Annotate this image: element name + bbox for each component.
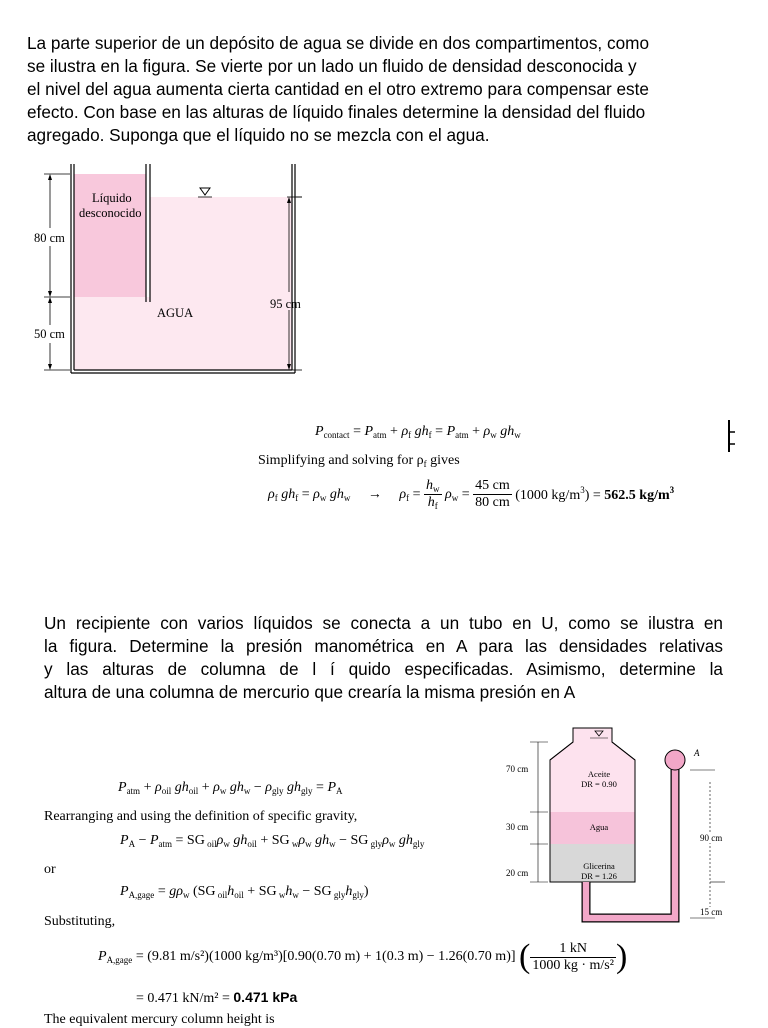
- problem-2-line: la figura. Determine la presión manométrica en A para las densidades relativas: [44, 636, 723, 656]
- problem-2-line: altura de una columna de mercurio que crearía la misma presión en A: [44, 682, 576, 702]
- gage-pressure-result: = 0.471 kN/m² = 0.471 kPa: [136, 989, 298, 1006]
- glycerin-label-line-2: DR = 1.26: [581, 871, 617, 881]
- rearranging-text: Rearranging and using the definition of specific gravity,: [44, 809, 358, 824]
- dim-20-label: 20 cm: [506, 868, 529, 878]
- problem-1-line: el nivel del agua aumenta cierta cantidad en el otro extremo para compensar este: [27, 79, 649, 99]
- problem-1-line: agregado. Suponga que el líquido no se mezcla con el agua.: [27, 125, 490, 145]
- liquid-label-line-2: desconocido: [79, 206, 142, 220]
- problem-1-statement: [27, 32, 727, 147]
- dim-95-label: 95 cm: [270, 297, 301, 311]
- oil-label-line-1: Aceite: [587, 769, 611, 779]
- liquid-label-line-1: Líquido: [92, 191, 132, 205]
- gage-pressure-equation: $P_{A,gage} = g\rho_w$ (SG $_{oil}h_{oil}$ + SG $_wh_w$ − SG $_{gly}h_{gly}$): [120, 884, 369, 900]
- dim-15-label: 15 cm: [700, 907, 723, 917]
- water-under-liquid: [150, 197, 292, 297]
- or-text: or: [44, 862, 56, 877]
- dim-80-label: 80 cm: [34, 231, 65, 245]
- specific-gravity-equation: $P_A - P_{atm}$ = SG $_{oil}\rho_w$ $gh_{oil}$ + SG $_w\rho_w$ $gh_w$ − SG $_{gly}\rho_w$ $gh_{gly}$: [120, 833, 425, 849]
- glycerin-label: [570, 861, 628, 881]
- dim-70-label: 70 cm: [506, 764, 529, 774]
- pressure-balance-equation: $P_{atm} + \rho_{oil}$ $gh_{oil} + \rho_w$ $gh_w - \rho_{gly}$ $gh_{gly} = P_A$: [118, 780, 343, 796]
- oil-label-line-2: DR = 0.90: [581, 779, 617, 789]
- problem-1-line: La parte superior de un depósito de agua se divide en dos compartimentos, como: [27, 33, 649, 53]
- oil-label: [574, 769, 624, 789]
- point-a-bulb: [665, 750, 685, 770]
- cut-off-mark: [726, 418, 738, 454]
- water-label: AGUA: [157, 306, 194, 320]
- dim-30-label: 30 cm: [506, 822, 529, 832]
- glycerin-label-line-1: Glicerina: [583, 861, 615, 871]
- problem-2-statement: [44, 612, 723, 704]
- water-layer-label: Agua: [589, 822, 609, 832]
- dim-90-label: 90 cm: [700, 833, 723, 843]
- contact-pressure-equation: $P_{contact} = P_{atm} + \rho_f$ $gh_f = P_{atm} + \rho_w$ $gh_w$: [315, 424, 521, 440]
- density-result-equation: $\rho_f$ $gh_f = \rho_w$ $gh_w \to \rho_f$ = $\frac{h_w}{h_f}$ $\rho_w$ = $\frac{45 cm}{80 cm}$ (1000 $kg/m^3) = 562.5$ $kg/m^3$: [268, 478, 675, 511]
- substitution-equation: $P_{A,gage} = (9.81$ m/s²)(1000 kg/m³)[0.90(0.70 m) + 1(0.3 m) − 1.26(0.70 m)] ( $\frac{1 kN}{\text{1000 kg · m/s²}}$ ): [98, 938, 628, 975]
- free-surface-icon: [198, 188, 212, 197]
- point-a-label: A: [694, 748, 700, 758]
- problem-1-line: efecto. Con base en las alturas de líquido finales determine la densidad del fluido: [27, 102, 646, 122]
- problem-2-line: Un recipiente con varios líquidos se conecta a un tubo en U, como se ilustra en: [44, 613, 723, 633]
- equivalent-height-text: The equivalent mercury column height is: [44, 1012, 275, 1027]
- problem-1-line: se ilustra en la figura. Se vierte por un lado un fluido de densidad desconocida y: [27, 56, 637, 76]
- substituting-text: Substituting,: [44, 914, 116, 929]
- simplifying-text: Simplifying and solving for $\rho_f$ gives: [258, 453, 460, 469]
- problem-2-line: y las alturas de columna de l í quido especificadas. Asimismo, determine la: [44, 659, 723, 679]
- tank-figure: [30, 160, 320, 385]
- dim-50-label: 50 cm: [34, 327, 65, 341]
